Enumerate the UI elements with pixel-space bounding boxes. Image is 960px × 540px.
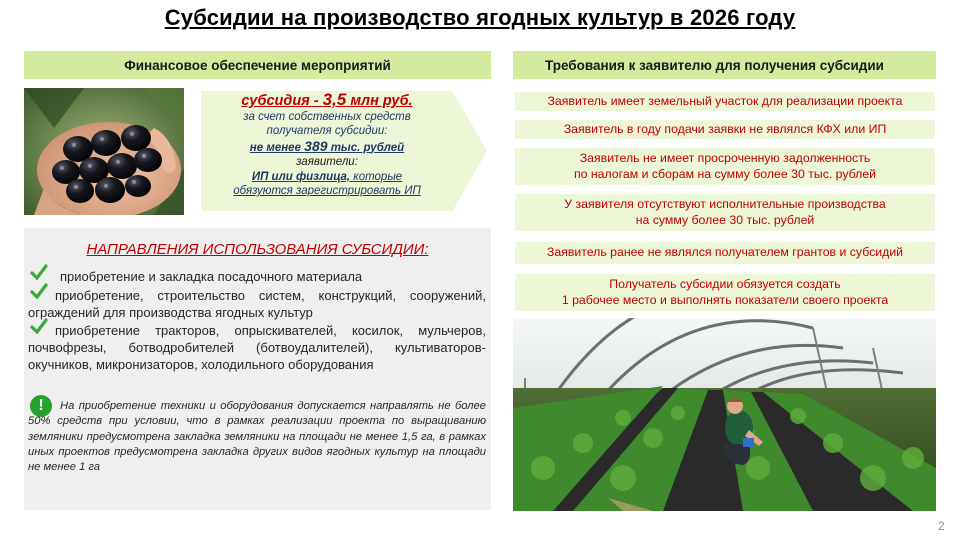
requirement-6-line1: Получатель субсидии обязуется создать xyxy=(609,277,841,291)
requirement-4-line2: на сумму более 30 тыс. рублей xyxy=(635,212,815,227)
requirement-2-text: Заявитель в году подачи заявки не являлся КФХ или ИП xyxy=(563,121,887,136)
requirements-header xyxy=(513,51,936,79)
applicants-rest1: которые xyxy=(350,170,403,183)
applicants-label: заявители: xyxy=(296,156,358,168)
direction-item-3: приобретение тракторов, опрыскивателей, косилок, мульчеров, почвофрезы, ботводробителей (ботвоудалителей), культиваторов-окучников, микронизаторов, холодильного оборудования xyxy=(28,323,486,372)
subsidy-amount-value: 3,5 xyxy=(322,90,347,109)
directions-note: На приобретение техники и оборудования допускается направлять не более 50% средств при условии, что в рамках реализации проекта по выращиванию земляники предусмотрена закладка земляники на площади не менее 1,5 га, в рамках иных проектов предусмотрена закладка других видов ягодных культур на площади не менее 1 га xyxy=(28,400,486,474)
requirement-3-line2: по налогам и сборам на сумму более 30 тыс. рублей xyxy=(573,166,877,181)
applicants-line xyxy=(201,170,453,185)
blackberries-photo xyxy=(24,88,184,215)
requirement-item-4 xyxy=(515,194,935,231)
subsidy-min-suffix: тыс. рублей xyxy=(327,141,405,154)
requirements-header-label: Требования к заявителю для получения субсидии xyxy=(545,57,884,73)
directions-title: НАПРАВЛЕНИЯ ИСПОЛЬЗОВАНИЯ СУБСИДИИ: xyxy=(86,241,429,258)
financing-header-label: Финансовое обеспечение мероприятий xyxy=(124,57,391,73)
page-title: Субсидии на производство ягодных культур в 2026 году xyxy=(164,5,796,30)
page-number: 2 xyxy=(938,519,945,533)
requirement-item-6 xyxy=(515,274,935,311)
subsidy-min-prefix: не менее xyxy=(249,141,305,154)
subsidy-min-value: 389 xyxy=(304,137,328,154)
subsidy-amount xyxy=(241,90,413,109)
direction-item-1: приобретение и закладка посадочного материала xyxy=(60,269,363,284)
requirement-4-line1: У заявителя отсутствуют исполнительные производства xyxy=(564,197,886,211)
requirement-item-2 xyxy=(515,120,935,139)
requirement-item-3 xyxy=(515,148,935,185)
subsidy-own-funds-line2: получателя субсидии: xyxy=(266,125,388,137)
subsidy-min-funds xyxy=(201,139,453,156)
greenhouse-photo xyxy=(513,318,936,511)
requirement-5-text: Заявитель ранее не являлся получателем грантов и субсидий xyxy=(546,245,904,260)
requirement-item-5 xyxy=(515,242,935,264)
requirement-3-line1: Заявитель не имеет просроченную задолженность xyxy=(579,151,871,165)
subsidy-details xyxy=(201,90,453,199)
requirement-1-text: Заявитель имеет земельный участок для реализации проекта xyxy=(547,93,903,108)
financing-header xyxy=(24,51,491,79)
subsidy-own-funds-line1: за счет собственных средств xyxy=(243,110,411,123)
applicants-strong: ИП или физлица, xyxy=(251,170,351,183)
requirement-item-1 xyxy=(515,92,935,111)
applicants-rest2: обязуются зарегистрировать ИП xyxy=(233,185,421,197)
subsidy-amount-unit: млн руб. xyxy=(346,93,413,109)
direction-item-2: приобретение, строительство систем, конструкций, сооружений, ограждений для производства ягодных культур xyxy=(28,288,486,320)
exclamation-icon: ! xyxy=(30,395,52,417)
subsidy-amount-prefix: субсидия - xyxy=(241,93,323,109)
requirement-6-line2: 1 рабочее место и выполнять показатели своего проекта xyxy=(561,292,889,307)
